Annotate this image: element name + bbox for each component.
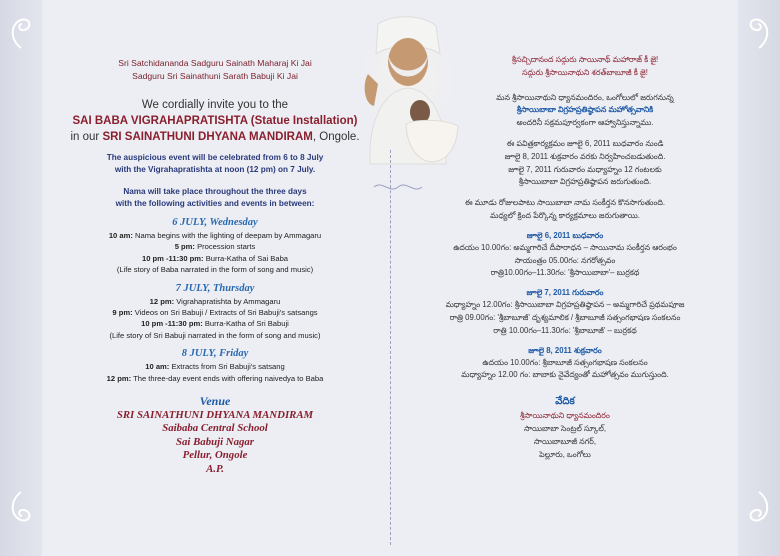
venue-heading: Venue xyxy=(199,394,231,409)
celebration-line-2: with the Vigrahapratishta at noon (12 pm) on 7 July. xyxy=(114,165,316,174)
schedule-row: 10 pm -11:30 pm: Burra-Katha of Sai Baba xyxy=(141,253,289,263)
te-jai-line-1: శ్రీసచ్చిదానంద సద్గురు సాయినాథ్ మహారాజ్ కీ జై! xyxy=(511,55,659,64)
te-day-heading-3: జూలై 8, 2011 శుక్రవారం xyxy=(528,345,602,355)
te-venue-line: సాయిబాబా సెంట్రల్ స్కూల్, xyxy=(523,423,607,433)
te-para-line: జూలై 8, 2011 శుక్రవారం వరకు నిర్వహించబడుతుంది. xyxy=(504,151,666,161)
te-venue-line: పెల్లూరు, ఒంగోలు xyxy=(539,449,591,459)
te-venue-line: సాయిబాబూజీ నగర్, xyxy=(533,436,597,446)
te-jai-line-2: సద్గురు శ్రీసాయినాథుని శరత్‌బాబూజీ కీ జై! xyxy=(522,67,648,77)
day-heading-3: 8 JULY, Friday xyxy=(181,348,249,360)
te-schedule-row: రాత్రి 10.00గం–11.30గం: 'శ్రీబాబూజీ' – బుర్రకథ xyxy=(493,325,637,335)
schedule-note: (Life story of Sri Babuji narrated in the form of song and music) xyxy=(109,330,321,340)
schedule-note: (Life story of Baba narrated in the form of song and music) xyxy=(116,265,314,275)
te-para-line: శ్రీసాయిబాబా విగ్రహప్రతిష్ఠాపన జరుగుతుంది. xyxy=(518,177,652,187)
te-schedule-row: రాత్రి 09.00గం: 'శ్రీబాబూజీ' దృశ్యమాలిక / శ్రీబాబూజీ సత్సంగభాషణ సంకలనం xyxy=(449,312,681,322)
venue-line: Pellur, Ongole xyxy=(182,449,248,462)
venue-address xyxy=(42,409,388,476)
te-para-line: ఈ మూడు రోజులపాటు సాయిబాబా నామ సంకీర్తన కొనసాగుతుంది. xyxy=(464,198,666,208)
telugu-panel xyxy=(392,0,738,461)
event-title: SAI BABA VIGRAHAPRATISHTA (Statue Installation) xyxy=(72,115,358,127)
te-schedule-row: ఉదయం 10.00గం: శ్రీబాబూజీ సత్సంగభాషణ సంకలనం xyxy=(482,357,648,367)
venue-line: Sai Babuji Nagar xyxy=(176,435,254,448)
swirl-ornament-icon xyxy=(6,490,36,530)
jai-line-1: Sri Satchidananda Sadguru Sainath Maharaj Ki Jai xyxy=(118,58,312,68)
te-venue-heading: వేదిక xyxy=(555,396,575,408)
te-schedule-row: సాయంత్రం 05.00గం: నగరోత్సవం xyxy=(514,255,616,265)
celebration-line-1: The auspicious event will be celebrated from 6 to 8 July xyxy=(106,153,324,162)
schedule-row: 10 am: Nama begins with the lighting of deepam by Ammagaru xyxy=(108,231,322,240)
schedule-row: 12 pm: Vigrahapratishta by Ammagaru xyxy=(149,296,281,306)
te-schedule-row: ఉదయం 10.00గం: అమ్మగారిచే దీపారాధన – సాయినామ సంకీర్తన ఆరంభం xyxy=(453,242,677,252)
te-para-line: జూలై 7, 2011 గురువారం మధ్యాహ్నం 12 గంటలకు xyxy=(508,164,662,174)
left-decorative-border xyxy=(0,0,42,556)
te-para-line: మధ్యలో క్రింద పేర్కొన్న కార్యక్రమాలు జరుగుతాయి. xyxy=(490,210,640,220)
schedule-row: 10 pm -11:30 pm: Burra-Katha of Sri Babuji xyxy=(141,319,289,329)
te-schedule-row: రాత్రి10.00గం–11.30గం: 'శ్రీసాయిబాబా'– బుర్రకథ xyxy=(490,268,640,278)
te-schedule-row: మధ్యాహ్నం 12.00గం: శ్రీసాయిబాబా విగ్రహప్రతిష్ఠాపన – అమ్మగారిచే ప్రథమపూజ xyxy=(445,300,685,310)
schedule-row: 10 am: Extracts from Sri Babuji's satsang xyxy=(145,362,285,372)
te-day-heading-1: జూలై 6, 2011 బుధవారం xyxy=(526,230,604,240)
mandiram-name: SRI SAINATHUNI DHYANA MANDIRAM xyxy=(102,131,313,143)
schedule-row: 9 pm: Videos on Sri Babuji / Extracts of Sri Babuji's satsangs xyxy=(112,308,318,318)
te-para-line: శ్రీసాయిబాబా విగ్రహప్రతిష్ఠాపన మహోత్సవానికి xyxy=(516,105,654,115)
swirl-ornament-icon xyxy=(6,10,36,50)
te-para-line: అందరినీ సక్రమపూర్వకంగా ఆహ్వానిస్తున్నాము. xyxy=(516,118,654,128)
te-para-line: మన శ్రీసాయినాథుని ధ్యానమందిరం, ఒంగోలులో జరుగనున్న xyxy=(496,92,674,102)
swirl-ornament-icon xyxy=(744,10,774,50)
day-heading-1: 6 JULY, Wednesday xyxy=(172,217,258,228)
english-panel xyxy=(42,0,388,476)
venue-line: A.P. xyxy=(206,462,224,475)
te-venue-line: శ్రీసాయినాథుని ధ్యానమందిరం xyxy=(520,410,610,420)
right-decorative-border xyxy=(738,0,780,556)
center-divider xyxy=(390,150,391,545)
swirl-ornament-icon xyxy=(744,490,774,530)
invite-line: We cordially invite you to the xyxy=(141,99,289,111)
venue-line: Saibaba Central School xyxy=(162,422,268,435)
day-heading-2: 7 JULY, Thursday xyxy=(175,282,255,294)
jai-line-2: Sadguru Sri Sainathuni Sarath Babuji Ki Jai xyxy=(132,71,298,81)
nama-line-2: with the following activities and events in between: xyxy=(115,199,315,208)
te-para-line: ఈ పవిత్రకార్యక్రమం జూలై 6, 2011 బుధవారం నుండి xyxy=(506,138,664,148)
schedule-row: 5 pm: Procession starts xyxy=(174,242,256,252)
venue-line: SRI SAINATHUNI DHYANA MANDIRAM xyxy=(116,409,314,422)
nama-line-1: Nama will take place throughout the three days xyxy=(123,187,307,196)
te-schedule-row: మధ్యాహ్నం 12.00 గం: బాబాకు నైవేద్యంతో మహోత్సవం ముగుస్తుంది. xyxy=(461,370,669,380)
invite-venue-line: in our SRI SAINATHUNI DHYANA MANDIRAM, Ongole. xyxy=(70,131,360,143)
te-day-heading-2: జూలై 7, 2011 గురువారం xyxy=(526,288,604,298)
schedule-row: 12 pm: The three-day event ends with offering naivedya to Baba xyxy=(106,373,324,383)
